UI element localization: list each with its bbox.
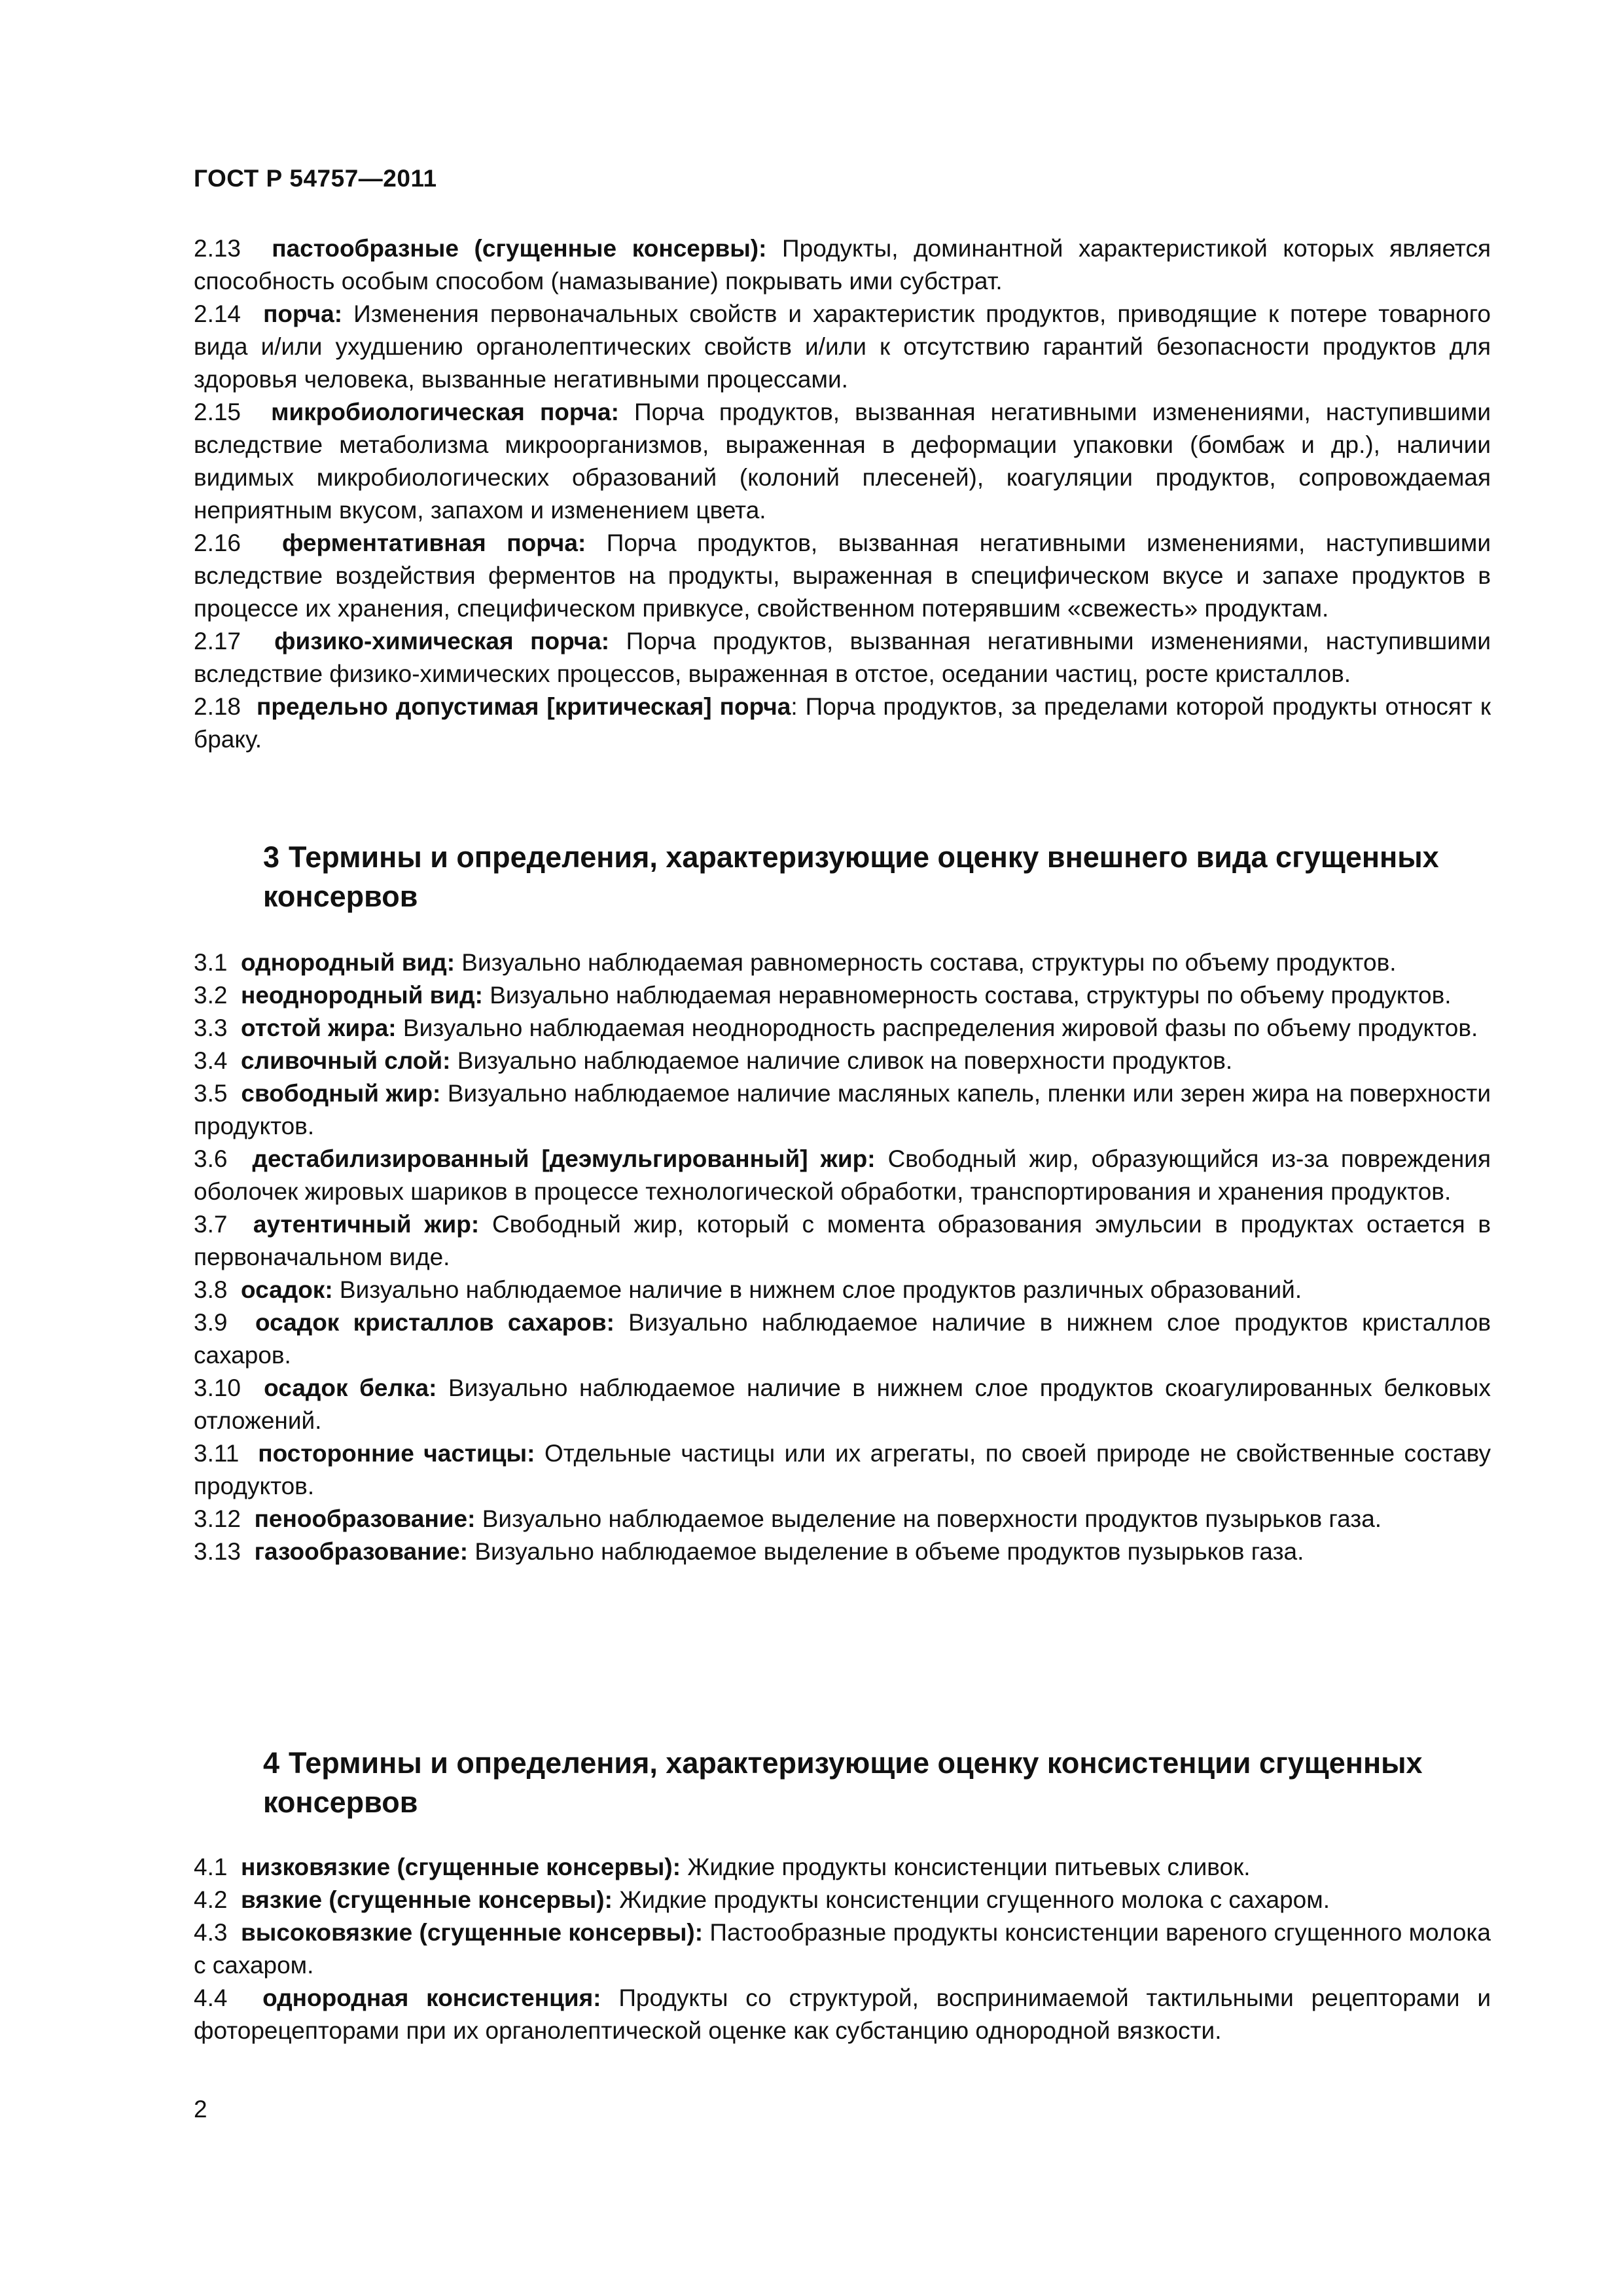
term-definition: Визуально наблюдаемая неравномерность состава, структуры по объему продуктов. — [482, 982, 1452, 1009]
term-2-15: 2.15 микробиологическая порча: Порча продуктов, вызванная негативными изменениями, наступившими вследствие метаболизма микроорганизмов, выраженная в деформации упаковки (бомбаж и др.), наличии видимых микробиологических образований (колоний плесеней), коагуляции продуктов, сопровождаемая неприятным вкусом, запахом и изменением цвета. — [194, 399, 1491, 524]
term-definition: Визуально наблюдаемое наличие масляных капель, пленки или зерен жира на поверхности продуктов. — [194, 1080, 1491, 1139]
term-name: осадок кристаллов сахаров: — [255, 1309, 615, 1336]
term-definition: Изменения первоначальных свойств и характеристик продуктов, приводящие к потере товарного вида и/или ухудшению органолептических свойств и/или к отсутствию гарантий безопасности продуктов для здоровья человека, вызванные негативными процессами. — [194, 300, 1491, 393]
term-name: низковязкие (сгущенные консервы): — [241, 1854, 681, 1880]
term-3-12: 3.12 пенообразование: Визуально наблюдаемое выделение на поверхности продуктов пузырьков газа. — [194, 1505, 1382, 1532]
term-name: осадок белка: — [264, 1374, 437, 1401]
term-4-1: 4.1 низковязкие (сгущенные консервы): Жидкие продукты консистенции питьевых сливок. — [194, 1854, 1251, 1880]
term-definition: Визуально наблюдаемая неоднородность распределения жировой фазы по объему продуктов. — [396, 1014, 1478, 1041]
term-3-13: 3.13 газообразование: Визуально наблюдаемое выделение в объеме продуктов пузырьков газа. — [194, 1538, 1304, 1565]
term-name: однородная консистенция: — [262, 1984, 601, 2011]
term-name: микробиологическая порча: — [271, 399, 619, 425]
term-name: порча: — [263, 300, 343, 327]
term-name: вязкие (сгущенные консервы): — [241, 1886, 613, 1913]
term-definition: Визуально наблюдаемое наличие в нижнем слое продуктов различных образований. — [332, 1276, 1302, 1303]
term-name: отстой жира: — [241, 1014, 397, 1041]
term-3-10: 3.10 осадок белка: Визуально наблюдаемое наличие в нижнем слое продуктов скоагулированных белковых отложений. — [194, 1374, 1491, 1434]
page-number: 2 — [194, 2096, 207, 2123]
term-name: дестабилизированный [деэмульгированный] жир: — [252, 1145, 876, 1172]
definitions-block-2 — [194, 232, 1491, 756]
term-3-5: 3.5 свободный жир: Визуально наблюдаемое наличие масляных капель, пленки или зерен жира на поверхности продуктов. — [194, 1080, 1491, 1139]
term-definition: Жидкие продукты консистенции сгущенного молока с сахаром. — [612, 1886, 1330, 1913]
term-name: однородный вид: — [241, 949, 455, 976]
term-3-2: 3.2 неоднородный вид: Визуально наблюдаемая неравномерность состава, структуры по объему продуктов. — [194, 982, 1452, 1009]
document-id: ГОСТ Р 54757—2011 — [194, 165, 437, 192]
term-definition: Продукты со структурой, воспринимаемой тактильными рецепторами и фоторецепторами при их органолептической оценке как субстанцию однородной вязкости. — [194, 1984, 1491, 2044]
term-3-4: 3.4 сливочный слой: Визуально наблюдаемое наличие сливок на поверхности продуктов. — [194, 1047, 1233, 1074]
term-3-7: 3.7 аутентичный жир: Свободный жир, который с момента образования эмульсии в продуктах остается в первоначальном виде. — [194, 1211, 1491, 1270]
term-name: свободный жир: — [241, 1080, 441, 1107]
term-3-6: 3.6 дестабилизированный [деэмульгированный] жир: Свободный жир, образующийся из-за повреждения оболочек жировых шариков в процессе технологической обработки, транспортирования и хранения продуктов. — [194, 1145, 1491, 1205]
term-definition: Отдельные частицы или их агрегаты, по своей природе не свойственные составу продуктов. — [194, 1440, 1491, 1499]
term-name: неоднородный вид: — [241, 982, 483, 1009]
term-definition: Свободный жир, который с момента образования эмульсии в продуктах остается в первоначальном виде. — [194, 1211, 1491, 1270]
term-definition: Продукты, доминантной характеристикой которых является способность особым способом (намазывание) покрывать ими субстрат. — [194, 235, 1491, 295]
term-name: осадок: — [241, 1276, 333, 1303]
term-name: высоковязкие (сгущенные консервы): — [241, 1919, 704, 1946]
term-name: посторонние частицы: — [258, 1440, 535, 1467]
term-name: аутентичный жир: — [253, 1211, 480, 1238]
term-name: физико-химическая порча: — [274, 628, 610, 655]
term-definition: Визуально наблюдаемое выделение на поверхности продуктов пузырьков газа. — [475, 1505, 1382, 1532]
term-definition: Порча продуктов, вызванная негативными изменениями, наступившими вследствие воздействия ферментов на продукты, выраженная в специфическом вкусе и запахе продуктов в процессе их хранения, специфическом привкусе, свойственном потерявшим «свежесть» продуктам. — [194, 529, 1491, 622]
term-definition: Визуально наблюдаемое выделение в объеме продуктов пузырьков газа. — [468, 1538, 1304, 1565]
term-name: предельно допустимая [критическая] порча — [257, 693, 791, 720]
term-4-3: 4.3 высоковязкие (сгущенные консервы): Пастообразные продукты консистенции вареного сгущенного молока с сахаром. — [194, 1919, 1491, 1979]
term-3-3: 3.3 отстой жира: Визуально наблюдаемая неоднородность распределения жировой фазы по объему продуктов. — [194, 1014, 1478, 1041]
term-2-17: 2.17 физико-химическая порча: Порча продуктов, вызванная негативными изменениями, наступившими вследствие физико-химических процессов, выраженная в отстое, оседании частиц, росте кристаллов. — [194, 628, 1491, 687]
term-definition: Пастообразные продукты консистенции вареного сгущенного молока с сахаром. — [194, 1919, 1491, 1979]
section-3-heading: 3 Термины и определения, характеризующие оценку внешнего вида сгущенных консервов — [263, 840, 1439, 913]
term-definition: Жидкие продукты консистенции питьевых сливок. — [681, 1854, 1251, 1880]
term-definition: : Порча продуктов, за пределами которой продукты относят к браку. — [194, 693, 1491, 753]
term-2-13: 2.13 пастообразные (сгущенные консервы): Продукты, доминантной характеристикой которых является способность особым способом (намазывание) покрывать ими субстрат. — [194, 235, 1491, 295]
term-name: газообразование: — [254, 1538, 469, 1565]
term-2-14: 2.14 порча: Изменения первоначальных свойств и характеристик продуктов, приводящие к потере товарного вида и/или ухудшению органолептических свойств и/или к отсутствию гарантий безопасности продуктов для здоровья человека, вызванные негативными процессами. — [194, 300, 1491, 393]
term-definition: Визуально наблюдаемое наличие сливок на поверхности продуктов. — [450, 1047, 1233, 1074]
term-2-16: 2.16 ферментативная порча: Порча продуктов, вызванная негативными изменениями, наступившими вследствие воздействия ферментов на продукты, выраженная в специфическом вкусе и запахе продуктов в процессе их хранения, специфическом привкусе, свойственном потерявшим «свежесть» продуктам. — [194, 529, 1491, 622]
term-3-8: 3.8 осадок: Визуально наблюдаемое наличие в нижнем слое продуктов различных образований. — [194, 1276, 1302, 1303]
term-2-18: 2.18 предельно допустимая [критическая] порча: Порча продуктов, за пределами которой продукты относят к браку. — [194, 693, 1491, 753]
term-3-1: 3.1 однородный вид: Визуально наблюдаемая равномерность состава, структуры по объему продуктов. — [194, 949, 1397, 976]
term-4-4: 4.4 однородная консистенция: Продукты со структурой, воспринимаемой тактильными рецепторами и фоторецепторами при их органолептической оценке как субстанцию однородной вязкости. — [194, 1984, 1491, 2044]
term-name: пастообразные (сгущенные консервы): — [272, 235, 767, 262]
term-definition: Свободный жир, образующийся из-за повреждения оболочек жировых шариков в процессе технологической обработки, транспортирования и хранения продуктов. — [194, 1145, 1491, 1205]
term-definition: Порча продуктов, вызванная негативными изменениями, наступившими вследствие физико-химических процессов, выраженная в отстое, оседании частиц, росте кристаллов. — [194, 628, 1491, 687]
term-definition: Визуально наблюдаемое наличие в нижнем слое продуктов кристаллов сахаров. — [194, 1309, 1491, 1369]
term-3-9: 3.9 осадок кристаллов сахаров: Визуально наблюдаемое наличие в нижнем слое продуктов кристаллов сахаров. — [194, 1309, 1491, 1369]
term-name: ферментативная порча: — [282, 529, 586, 556]
definitions-block-4 — [194, 1851, 1491, 2047]
term-name: сливочный слой: — [241, 1047, 451, 1074]
term-name: пенообразование: — [254, 1505, 476, 1532]
definitions-block-3 — [194, 946, 1491, 1568]
term-3-11: 3.11 посторонние частицы: Отдельные частицы или их агрегаты, по своей природе не свойственные составу продуктов. — [194, 1440, 1491, 1499]
term-definition: Порча продуктов, вызванная негативными изменениями, наступившими вследствие метаболизма микроорганизмов, выраженная в деформации упаковки (бомбаж и др.), наличии видимых микробиологических образований (колоний плесеней), коагуляции продуктов, сопровождаемая неприятным вкусом, запахом и изменением цвета. — [194, 399, 1491, 524]
term-definition: Визуально наблюдаемая равномерность состава, структуры по объему продуктов. — [455, 949, 1397, 976]
term-definition: Визуально наблюдаемое наличие в нижнем слое продуктов скоагулированных белковых отложений. — [194, 1374, 1491, 1434]
section-4-heading: 4 Термины и определения, характеризующие оценку консистенции сгущенных консервов — [263, 1746, 1423, 1819]
term-4-2: 4.2 вязкие (сгущенные консервы): Жидкие продукты консистенции сгущенного молока с сахаром. — [194, 1886, 1330, 1913]
